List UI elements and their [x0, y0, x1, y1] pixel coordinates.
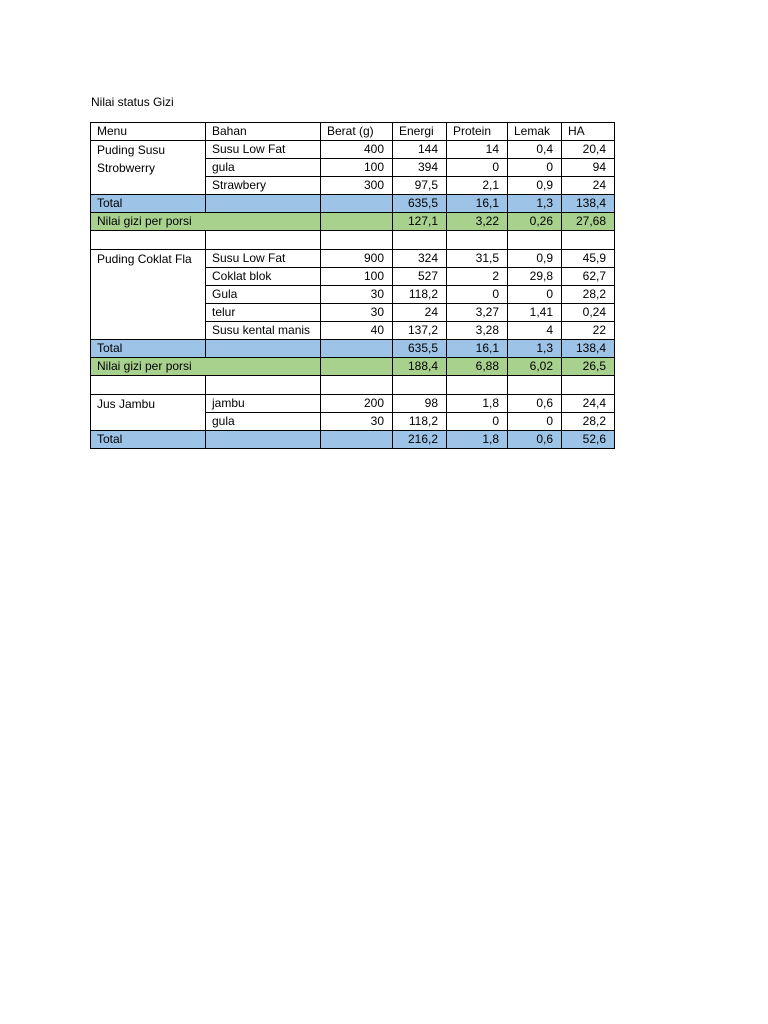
- energi-cell: 216,2: [393, 431, 447, 449]
- per-portion-row: [91, 358, 615, 376]
- protein-cell: 16,1: [447, 340, 508, 358]
- header-protein: Protein: [447, 123, 508, 141]
- header-bahan: Bahan: [206, 123, 321, 141]
- total-row: [91, 340, 615, 358]
- lemak-cell: 0,9: [508, 177, 562, 195]
- protein-cell: 3,28: [447, 322, 508, 340]
- empty-cell: [321, 376, 393, 395]
- spacer-row: [91, 376, 615, 395]
- energi-cell: 635,5: [393, 340, 447, 358]
- bahan-cell: telur: [206, 304, 321, 322]
- lemak-cell: 0,6: [508, 395, 562, 413]
- total-label: Total: [91, 195, 206, 213]
- lemak-cell: 6,02: [508, 358, 562, 376]
- empty-cell: [562, 231, 615, 250]
- ha-cell: 0,24: [562, 304, 615, 322]
- empty-cell: [206, 195, 321, 213]
- lemak-cell: 29,8: [508, 268, 562, 286]
- energi-cell: 118,2: [393, 413, 447, 431]
- bahan-cell: jambu: [206, 395, 321, 413]
- protein-cell: 16,1: [447, 195, 508, 213]
- berat-cell: 100: [321, 159, 393, 177]
- header-menu: Menu: [91, 123, 206, 141]
- table-row: [91, 395, 615, 413]
- protein-cell: 0: [447, 159, 508, 177]
- ha-cell: 52,6: [562, 431, 615, 449]
- header-row: [91, 123, 615, 141]
- header-energi: Energi: [393, 123, 447, 141]
- empty-cell: [508, 376, 562, 395]
- spacer-row: [91, 231, 615, 250]
- total-label: Total: [91, 431, 206, 449]
- berat-cell: 900: [321, 250, 393, 268]
- per-portion-label: Nilai gizi per porsi: [91, 213, 321, 231]
- empty-cell: [447, 376, 508, 395]
- protein-cell: 14: [447, 141, 508, 159]
- table-row: [91, 250, 615, 268]
- protein-cell: 31,5: [447, 250, 508, 268]
- bahan-cell: Coklat blok: [206, 268, 321, 286]
- energi-cell: 635,5: [393, 195, 447, 213]
- empty-cell: [562, 376, 615, 395]
- empty-cell: [91, 376, 206, 395]
- protein-cell: 2: [447, 268, 508, 286]
- bahan-cell: gula: [206, 413, 321, 431]
- lemak-cell: 1,41: [508, 304, 562, 322]
- menu-name: Puding Coklat Fla: [91, 250, 206, 340]
- energi-cell: 394: [393, 159, 447, 177]
- menu-name: Puding Susu Strobwerry: [91, 141, 206, 195]
- berat-cell: 30: [321, 304, 393, 322]
- energi-cell: 127,1: [393, 213, 447, 231]
- berat-cell: 30: [321, 413, 393, 431]
- lemak-cell: 1,3: [508, 195, 562, 213]
- empty-cell: [206, 340, 321, 358]
- protein-cell: 3,22: [447, 213, 508, 231]
- lemak-cell: 0: [508, 159, 562, 177]
- lemak-cell: 1,3: [508, 340, 562, 358]
- ha-cell: 24: [562, 177, 615, 195]
- bahan-cell: Strawbery: [206, 177, 321, 195]
- empty-cell: [206, 431, 321, 449]
- ha-cell: 22: [562, 322, 615, 340]
- protein-cell: 0: [447, 413, 508, 431]
- empty-cell: [393, 231, 447, 250]
- ha-cell: 20,4: [562, 141, 615, 159]
- ha-cell: 27,68: [562, 213, 615, 231]
- protein-cell: 2,1: [447, 177, 508, 195]
- ha-cell: 28,2: [562, 286, 615, 304]
- protein-cell: 1,8: [447, 431, 508, 449]
- nutrition-table: [90, 122, 615, 449]
- bahan-cell: Gula: [206, 286, 321, 304]
- energi-cell: 98: [393, 395, 447, 413]
- bahan-cell: Susu Low Fat: [206, 250, 321, 268]
- header-lemak: Lemak: [508, 123, 562, 141]
- ha-cell: 45,9: [562, 250, 615, 268]
- bahan-cell: Susu Low Fat: [206, 141, 321, 159]
- header-berat: Berat (g): [321, 123, 393, 141]
- empty-cell: [321, 213, 393, 231]
- berat-cell: 100: [321, 268, 393, 286]
- berat-cell: 30: [321, 286, 393, 304]
- lemak-cell: 0,9: [508, 250, 562, 268]
- protein-cell: 6,88: [447, 358, 508, 376]
- ha-cell: 94: [562, 159, 615, 177]
- energi-cell: 97,5: [393, 177, 447, 195]
- bahan-cell: Susu kental manis: [206, 322, 321, 340]
- header-ha: HA: [562, 123, 615, 141]
- ha-cell: 28,2: [562, 413, 615, 431]
- lemak-cell: 0,6: [508, 431, 562, 449]
- per-portion-label: Nilai gizi per porsi: [91, 358, 321, 376]
- empty-cell: [321, 231, 393, 250]
- empty-cell: [393, 376, 447, 395]
- bahan-cell: gula: [206, 159, 321, 177]
- lemak-cell: 4: [508, 322, 562, 340]
- lemak-cell: 0: [508, 286, 562, 304]
- empty-cell: [206, 376, 321, 395]
- berat-cell: 40: [321, 322, 393, 340]
- energi-cell: 24: [393, 304, 447, 322]
- empty-cell: [447, 231, 508, 250]
- energi-cell: 118,2: [393, 286, 447, 304]
- empty-cell: [91, 231, 206, 250]
- document-title: Nilai status Gizi: [91, 95, 174, 109]
- energi-cell: 527: [393, 268, 447, 286]
- table-row: [91, 141, 615, 159]
- ha-cell: 24,4: [562, 395, 615, 413]
- total-row: [91, 431, 615, 449]
- ha-cell: 62,7: [562, 268, 615, 286]
- lemak-cell: 0,4: [508, 141, 562, 159]
- total-row: [91, 195, 615, 213]
- protein-cell: 3,27: [447, 304, 508, 322]
- energi-cell: 137,2: [393, 322, 447, 340]
- empty-cell: [206, 231, 321, 250]
- menu-name: Jus Jambu: [91, 395, 206, 431]
- energi-cell: 324: [393, 250, 447, 268]
- empty-cell: [321, 358, 393, 376]
- empty-cell: [321, 431, 393, 449]
- ha-cell: 138,4: [562, 340, 615, 358]
- empty-cell: [321, 195, 393, 213]
- empty-cell: [508, 231, 562, 250]
- lemak-cell: 0,26: [508, 213, 562, 231]
- ha-cell: 26,5: [562, 358, 615, 376]
- protein-cell: 1,8: [447, 395, 508, 413]
- energi-cell: 188,4: [393, 358, 447, 376]
- berat-cell: 300: [321, 177, 393, 195]
- berat-cell: 400: [321, 141, 393, 159]
- energi-cell: 144: [393, 141, 447, 159]
- total-label: Total: [91, 340, 206, 358]
- lemak-cell: 0: [508, 413, 562, 431]
- ha-cell: 138,4: [562, 195, 615, 213]
- berat-cell: 200: [321, 395, 393, 413]
- per-portion-row: [91, 213, 615, 231]
- protein-cell: 0: [447, 286, 508, 304]
- empty-cell: [321, 340, 393, 358]
